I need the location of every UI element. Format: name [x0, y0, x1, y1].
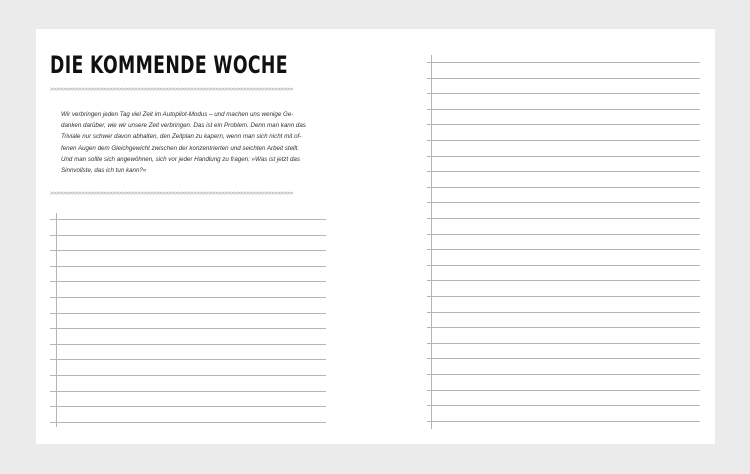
writing-line: [427, 249, 700, 250]
right-writing-lines[interactable]: [427, 55, 700, 429]
margin-line: [56, 213, 57, 427]
writing-line: [427, 327, 700, 328]
writing-line: [50, 422, 326, 423]
writing-line: [50, 281, 326, 282]
writing-line: [427, 312, 700, 313]
writing-line: [50, 219, 326, 220]
writing-line: [50, 266, 326, 267]
margin-line: [431, 55, 432, 429]
writing-line: [427, 265, 700, 266]
intro-line: Triviale nur schwer davon abhalten, den Zeitplan zu kapern, wenn man sich nicht mit of-: [61, 133, 302, 141]
writing-line: [427, 405, 700, 406]
writing-line: [50, 328, 326, 329]
writing-line: [50, 406, 326, 407]
left-writing-lines[interactable]: [50, 213, 326, 427]
writing-line: [427, 124, 700, 125]
writing-line: [50, 391, 326, 392]
writing-line: [427, 343, 700, 344]
intro-line: danken darüber, wie wir unsere Zeit verbringen. Das ist ein Problem. Denn man kann das: [61, 122, 306, 130]
writing-line: [50, 344, 326, 345]
writing-line: [427, 374, 700, 375]
writing-line: [50, 235, 326, 236]
writing-line: [427, 296, 700, 297]
intro-paragraph: [61, 109, 324, 176]
notebook-spread: [36, 29, 715, 444]
writing-line: [427, 202, 700, 203]
chevron-divider-bottom: >>>>>>>>>>>>>>>>>>>>>>>>>>>>>>>>>>>>>>>>>>>>>>>>>>>>>>>>>>>>>>>>>>>>>>>>>>>>>>: [50, 191, 293, 197]
chevron-divider-top: >>>>>>>>>>>>>>>>>>>>>>>>>>>>>>>>>>>>>>>>>>>>>>>>>>>>>>>>>>>>>>>>>>>>>>>>>>>>>>: [50, 87, 293, 93]
writing-line: [427, 421, 700, 422]
writing-line: [50, 375, 326, 376]
writing-line: [427, 109, 700, 110]
page-title: DIE KOMMENDE WOCHE: [50, 51, 288, 79]
writing-line: [427, 234, 700, 235]
writing-line: [427, 358, 700, 359]
intro-line: Wir verbringen jeden Tag viel Zeit im Autopilot-Modus – und machen uns wenige Ge-: [61, 111, 294, 118]
writing-line: [427, 93, 700, 94]
writing-line: [427, 156, 700, 157]
writing-line: [50, 313, 326, 314]
writing-line: [427, 62, 700, 63]
right-page: [376, 29, 715, 444]
writing-line: [427, 390, 700, 391]
intro-line: Und man sollte sich angewöhnen, sich vor jeder Handlung zu fragen: »Was ist jetzt das: [61, 155, 300, 163]
writing-line: [50, 297, 326, 298]
intro-line: Sinnvollste, das ich tun kann?«: [61, 167, 147, 175]
writing-line: [427, 280, 700, 281]
writing-line: [427, 78, 700, 79]
intro-line: fenen Augen dem Gleichgewicht zwischen der konzentrierten und seichten Arbeit stellt.: [61, 144, 300, 152]
writing-line: [427, 171, 700, 172]
writing-line: [427, 187, 700, 188]
writing-line: [50, 250, 326, 251]
writing-line: [427, 140, 700, 141]
writing-line: [427, 218, 700, 219]
writing-line: [50, 359, 326, 360]
left-page: [36, 29, 376, 444]
